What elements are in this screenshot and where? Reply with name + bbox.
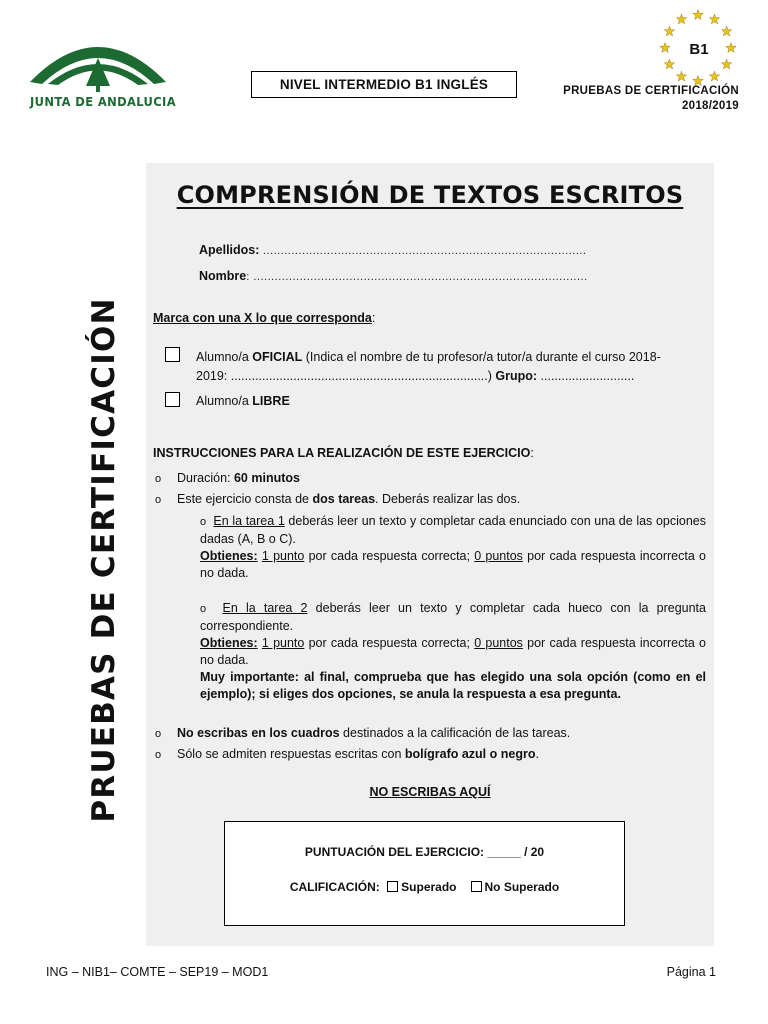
main-panel (146, 163, 714, 946)
star-icon (676, 14, 686, 24)
tarea1-block (200, 513, 706, 582)
b1-seal (652, 4, 742, 88)
puntuacion-line: PUNTUACIÓN DEL EJERCICIO: _____ / 20 (304, 845, 545, 859)
title-text: COMPRENSIÓN DE TEXTOS ESCRITOS (176, 181, 684, 209)
libre-option (196, 392, 290, 411)
bullet-marker: o (155, 749, 162, 761)
star-icon (660, 43, 670, 53)
duration-prefix: Duración: (177, 471, 234, 485)
consta-rest: . Deberás realizar las dos. (375, 492, 521, 506)
pruebas-line1: PRUEBAS DE CERTIFICACIÓN (563, 85, 739, 97)
level-title: NIVEL INTERMEDIO B1 INGLÉS (251, 71, 517, 98)
oficial-option (196, 348, 701, 386)
marca-instruction (153, 311, 375, 325)
star-circle-icon (652, 4, 742, 88)
boligrafo-bold: bolígrafo azul o negro (404, 747, 536, 761)
star-icon (693, 10, 703, 20)
instructions-title-text: INSTRUCCIONES PARA LA REALIZACIÓN DE ESTE EJERCICIO (153, 446, 531, 460)
tarea2-underlined: En la tarea 2 (222, 601, 308, 615)
tarea1-mid: por cada respuesta correcta; (304, 549, 475, 563)
cuadros-rest: destinados a la calificación de las tareas. (339, 726, 571, 740)
boligrafo-bullet (155, 746, 539, 764)
nombre-field[interactable] (199, 269, 588, 283)
tarea2-obtienes: Obtienes: (200, 636, 258, 650)
libre-checkbox[interactable] (165, 392, 180, 407)
oficial-checkbox[interactable] (165, 347, 180, 362)
star-icon (664, 59, 674, 69)
star-icon (721, 59, 731, 69)
superado-checkbox[interactable] (387, 881, 398, 892)
no-superado-checkbox[interactable] (471, 881, 482, 892)
tarea2-bullet: o (200, 603, 207, 615)
libre-prefix: Alumno/a (196, 394, 253, 408)
pruebas-year: 2018/2019 (681, 100, 739, 112)
cuadros-bold: No escribas en los cuadros (177, 726, 340, 740)
marca-colon: : (371, 311, 376, 325)
apellidos-field[interactable] (199, 243, 587, 257)
footer-page: Página 1 (666, 965, 716, 979)
footer-code: ING – NIB1– COMTE – SEP19 – MOD1 (46, 965, 269, 979)
pruebas-certificacion (563, 84, 739, 114)
tarea2-punto: 1 punto (261, 636, 305, 650)
grupo-label: Grupo: (495, 369, 538, 383)
instructions-colon: : (530, 446, 534, 460)
consta-bold: dos tareas (312, 492, 376, 506)
tarea2-important: Muy importante: al final, comprueba que has elegido una sola opción (como en el ejemplo); si eliges dos opciones, se anula la respuesta a esa pregunta. (200, 670, 706, 701)
boligrafo-rest: . (535, 747, 539, 761)
star-icon (709, 71, 719, 81)
tarea2-cero: 0 puntos (474, 636, 523, 650)
cuadros-bullet (155, 725, 570, 743)
oficial-rest: (Indica el nombre de tu profesor/a tutor/a durante el curso 2018- (302, 350, 661, 364)
oficial-prefix: Alumno/a (196, 350, 253, 364)
oficial-line2: 2019: ..........................................................................) (196, 369, 496, 383)
boligrafo-prefix: Sólo se admiten respuestas escritas con (177, 747, 405, 761)
star-icon (709, 14, 719, 24)
tarea2-end: por cada respuesta incorrecta o no dada. (200, 636, 706, 667)
side-label: PRUEBAS DE CERTIFICACIÓN (86, 297, 122, 823)
tarea1-bullet: o (200, 516, 207, 528)
calificacion-line (225, 880, 624, 894)
tarea1-punto: 1 punto (261, 549, 305, 563)
oficial-bold: OFICIAL (252, 350, 303, 364)
tarea2-mid: por cada respuesta correcta; (304, 636, 475, 650)
duration-bullet (155, 470, 300, 488)
tarea1-obtienes: Obtienes: (200, 549, 258, 563)
star-icon (726, 43, 736, 53)
tarea1-end: por cada respuesta incorrecta o no dada. (200, 549, 706, 580)
bullet-marker: o (155, 494, 162, 506)
page-title (146, 181, 714, 210)
bullet-marker: o (155, 473, 162, 485)
apellidos-dots: ........................................................................................... (262, 245, 587, 257)
no-superado-label: No Superado (484, 880, 560, 894)
apellidos-label: Apellidos: (199, 243, 260, 257)
libre-bold: LIBRE (252, 394, 290, 408)
superado-label: Superado (401, 880, 457, 894)
star-icon (721, 26, 731, 36)
no-escribas-heading (146, 785, 714, 799)
tarea1-cero: 0 puntos (474, 549, 523, 563)
seal-label: B1 (689, 41, 709, 58)
instructions-title (153, 446, 534, 460)
logo-text: JUNTA DE ANDALUCIA (30, 94, 176, 109)
nombre-dots: : .............................................................................................. (246, 271, 588, 283)
star-icon (676, 71, 686, 81)
score-box (224, 821, 625, 926)
calificacion-label: CALIFICACIÓN: (289, 880, 380, 894)
tarea1-underlined: En la tarea 1 (213, 514, 285, 528)
tarea2-block (200, 600, 706, 703)
grupo-dots: ........................... (537, 369, 635, 383)
duration-value: 60 minutos (233, 471, 300, 485)
tarea1-text: deberás leer un texto y completar cada enunciado con una de las opciones dadas (A, B o C). (200, 514, 706, 546)
consta-prefix: Este ejercicio consta de (177, 492, 313, 506)
side-label-wrap (82, 297, 126, 823)
tarea2-text: deberás leer un texto y completar cada hueco con la pregunta correspondiente. (200, 601, 706, 633)
star-icon (664, 26, 674, 36)
no-escribas-text: NO ESCRIBAS AQUÍ (369, 785, 491, 799)
marca-label: Marca con una X lo que corresponda (153, 311, 372, 325)
consta-bullet (155, 491, 520, 509)
bullet-marker: o (155, 728, 162, 740)
nombre-label: Nombre (199, 269, 247, 283)
